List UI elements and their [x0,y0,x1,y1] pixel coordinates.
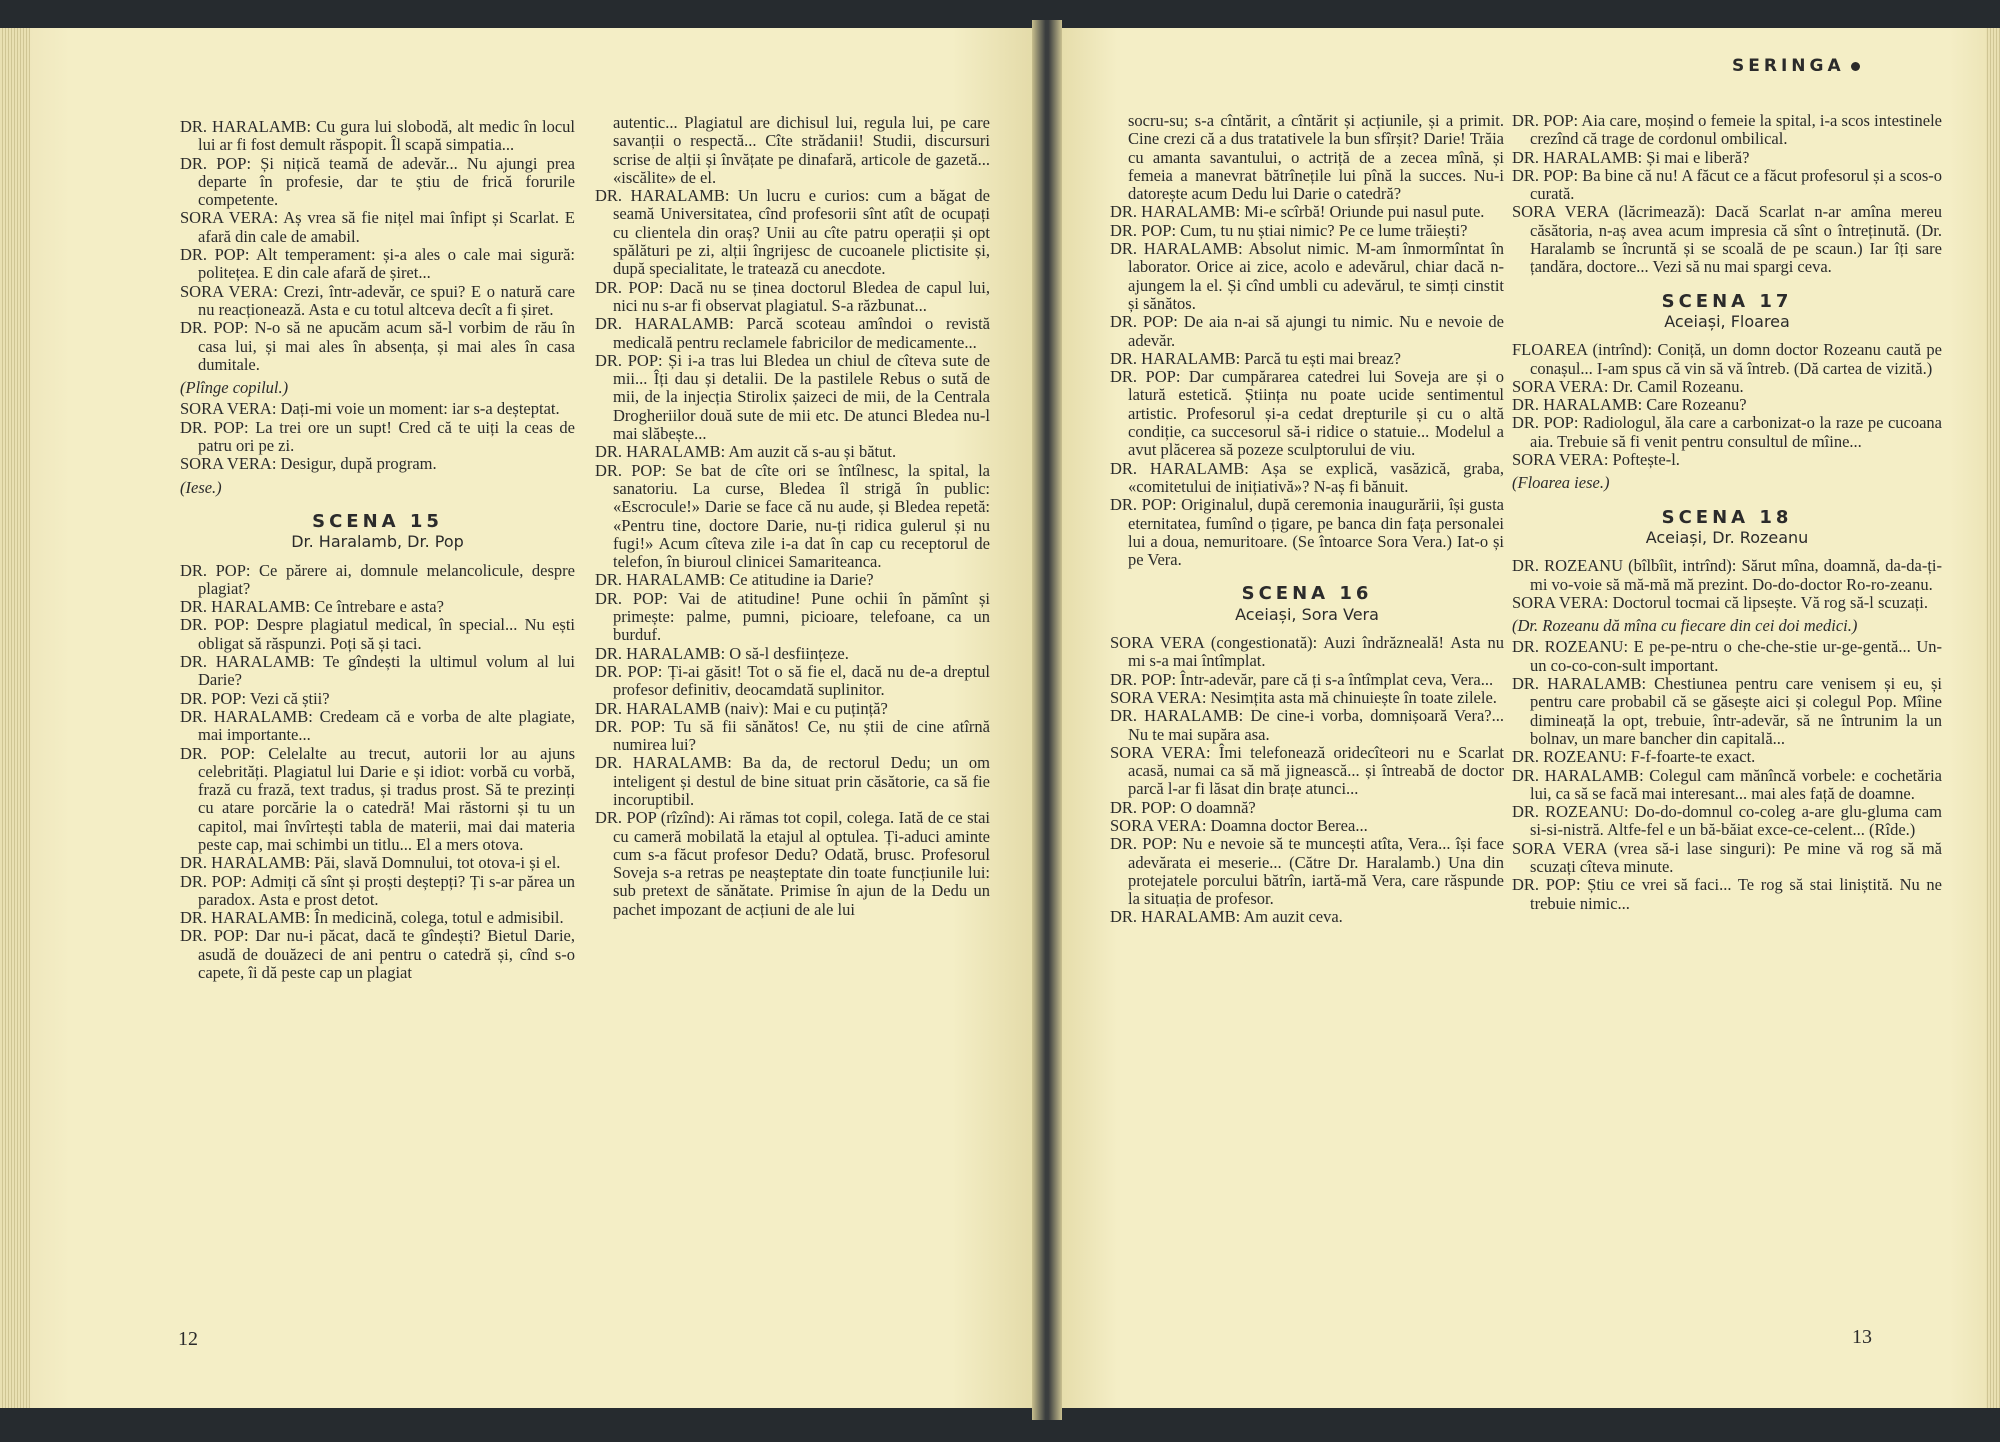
dialogue-line: DR. HARALAMB: Colegul cam mănîncă vorbele: e cochetăria lui, ca să se facă mai interesant... mai ales față de doamne. [1512,765,1942,803]
dialogue-line: DR. HARALAMB (naiv): Mai e cu puțință? [595,698,888,718]
stage-direction: (Plînge copilul.) [180,378,289,398]
scene-heading: SCENA 17 [1661,290,1793,312]
dialogue-line: SORA VERA (vrea să-i lase singuri): Pe mine vă rog să mă scuzați cîteva minute. [1512,838,1942,876]
dialogue-line: DR. HARALAMB: Și mai e liberă? [1512,147,1750,167]
dialogue-line: DR. HARALAMB: Care Rozeanu? [1512,395,1747,415]
dialogue-line: DR. HARALAMB: Am auzit că s-au și bătut. [595,442,897,462]
dialogue-line: DR. HARALAMB: Absolut nimic. M-am înmormîntat în laborator. Orice ai zice, acolo e adevărul, chiar dacă n-ajungem la el. Și cînd umbli cu adevărul, te simți cinstit și sănătos. [1110,239,1504,313]
dialogue-line: DR. HARALAMB: Ba da, de rectorul Dedu; un om inteligent și destul de bine situat prin căsătorie, ca să fie incoruptibil. [595,753,990,809]
dialogue-line: DR. HARALAMB: Păi, slavă Domnului, tot otova-i și el. [180,853,561,873]
running-head [1732,56,1860,76]
dialogue-line: DR. POP: Știu ce vrei să faci... Te rog să stai liniștită. Nu ne trebuie nimic... [1512,875,1942,913]
dialogue-line: DR. HARALAMB: Așa se explică, vasăzică, graba, «comitetului de inițiativă»? N-aș fi bănuit. [1110,458,1504,496]
dialogue-line: DR. HARALAMB: Un lucru e curios: cum a băgat de seamă Universitatea, cînd profesorii sînt atît de ocupați cu clientela din oraș? Unii au cîte patru operații și opt spălături pe zi, alții îngrijesc de cucoanele plictisite și, după specialitate, le tratează cu anecdote. [595,186,990,279]
dialogue-line: FLOAREA (intrînd): Coniță, un domn doctor Rozeanu caută pe conașul... I-am spus că vin să vă întreb. (Dă cartea de vizită.) [1512,340,1942,378]
dialogue-line: DR. POP: Tu să fii sănătos! Ce, nu știi de cine atîrnă numirea lui? [595,716,990,755]
left-page-column-1 [180,118,575,982]
scene-cast: Aceiași, Sora Vera [1235,604,1379,624]
dialogue-line: SORA VERA: Doamna doctor Berea... [1110,815,1368,835]
bullet-icon [1851,62,1860,71]
dialogue-line: SORA VERA: Desigur, după program. [180,454,437,474]
scene-cast: Dr. Haralamb, Dr. Pop [291,532,464,552]
dialogue-line: DR. POP: O doamnă? [1110,797,1256,817]
dialogue-line: DR. HARALAMB: Chestiunea pentru care venisem și eu, și pentru care probabil că se găsește aici și colegul Pop. Mîine dimineață la opt, trebuie, într-adevăr, să ne întrunim la un bolnav, un mare bancher din capitală... [1512,674,1942,748]
dialogue-line: DR. HARALAMB: Ce întrebare e asta? [180,597,444,617]
right-page-column-2 [1512,112,1942,913]
left-page [30,28,1032,1408]
dialogue-line: DR. HARALAMB: În medicină, colega, totul e admisibil. [180,908,564,928]
right-page [1062,28,1986,1408]
stage-direction: (Dr. Rozeanu dă mîna cu fiecare din cei doi medici.) [1512,616,1858,636]
dialogue-line: DR. POP: Aia care, moșind o femeie la spital, i-a scos intestinele crezînd că trage de cordonul ombilical. [1512,111,1942,149]
dialogue-line: DR. POP: Alt temperament: și-a ales o cale mai sigură: politețea. E din cale afară de șiret... [180,245,575,283]
scene-cast: Aceiași, Dr. Rozeanu [1645,527,1809,547]
dialogue-line: DR. HARALAMB: Cu gura lui slobodă, alt medic în locul lui ar fi fost demult răspopit. Îl scapă simpatia... [180,117,575,155]
dialogue-line: SORA VERA: Doctorul tocmai că lipsește. Vă rog să-l scuzați. [1512,592,1928,612]
dialogue-line: DR. POP: Originalul, după ceremonia inaugurării, își gusta eternitatea, fumînd o țigare, pe banca din fața personalei lui a doua, nemuritoare. (Se întoarce Sora Vera.) Iat-o și pe Vera. [1110,495,1504,570]
dialogue-line: DR. HARALAMB: Mi-e scîrbă! Oriunde pui nasul pute. [1110,202,1485,222]
dialogue-line: DR. POP: Se bat de cîte ori se întîlnesc, la spital, la sanatoriu. La curse, Bledea îl strigă în public: «Escrocule!» Darie se face că nu aude, și Bledea repetă: «Pentru tine, doctore Darie, nu-ți ridica gulerul și nu fugi!» Acum cîteva zile i-a dat în cap cu receptorul de telefon, în biuroul clinicei Samariteanca. [595,460,990,572]
dialogue-line: DR. POP: Dacă nu se ținea doctorul Bledea de capul lui, nici nu s-ar fi observat plagiatul. S-a răzbunat... [595,277,990,315]
dialogue-line: DR. HARALAMB: Te gîndești la ultimul volum al lui Darie? [180,652,575,690]
scene-cast: Aceiași, Floarea [1664,311,1790,331]
dialogue-line: DR. POP: Vezi că știi? [180,688,330,708]
stage-direction: (Floarea iese.) [1512,473,1610,493]
dialogue-line: DR. POP: Dar cumpărarea catedrei lui Soveja are și o latură estetică. Știința nu poate ucide sentimentul artistic. Profesorul și-a cedat drepturile și cu o altă condiție, ca succesorul să-i ridice o statuie... Modelul a avut plăcerea să pozeze sculptorului de viu. [1110,367,1504,460]
dialogue-line: SORA VERA (congestionată): Auzi îndrăzneală! Asta nu mi s-a mai întîmplat. [1110,633,1504,671]
dialogue-line: DR. POP: Și nițică teamă de adevăr... Nu ajungi prea departe în profesie, dar te știu de frică forurile competente. [180,153,575,210]
left-page-column-2 [595,114,990,919]
dialogue-line: SORA VERA: Crezi, într-adevăr, ce spui? E o natură care nu reacționează. Asta e cu totul altceva decît a fi șiret. [180,281,575,319]
dialogue-line: DR. POP: Celelalte au trecut, autorii lor au ajuns celebrități. Plagiatul lui Darie e și idiot: vorbă cu vorbă, frază cu frază, text tradus, și tradus prost. Să te prezinți cu atare porcărie la o catedră! Mai răstorni și tu un capitol, mai învîrtești tabla de materii, mai dai materia peste cap, mai schimbi un titlu... El a mers otova. [180,743,575,854]
dialogue-line: DR. POP: Ți-ai găsit! Tot o să fie el, dacă nu de-a dreptul profesor definitiv, deocamdată suplinitor. [595,661,990,700]
dialogue-line: SORA VERA: Dați-mi voie un moment: iar s-a deșteptat. [180,399,560,419]
continued-paragraph: socru-su; s-a cîntărit, a cîntărit și acțiunile, și a primit. Cine crezi că a dus tratativele la bun sfîrșit? Darie! Trăia cu amanta savantului, o actriță de a zecea mînă, și femeia a manevrat bătrînețile lui pînă la succes. Nu-i datorește acum Dedu lui Darie o catedră? [1128,111,1504,204]
dialogue-line: DR. POP: Admiți că sînt și proști deștepți? Ți s-ar părea un paradox. Asta e prost detot. [180,871,575,909]
dialogue-line: DR. HARALAMB: Parcă scoteau amîndoi o revistă medicală pentru reclamele fabricilor de medicamente... [595,314,990,352]
dialogue-line: DR. ROZEANU: E pe-pe-ntru o che-che-stie ur-ge-gentă... Un-un co-co-con-sult important. [1512,637,1942,675]
dialogue-line: DR. POP: N-o să ne apucăm acum să-l vorbim de rău în casa lui, și mai ales în absența, și mai ales în casa dumitale. [180,318,575,374]
dialogue-line: DR. HARALAMB: Ce atitudine ia Darie? [595,570,874,590]
dialogue-line: DR. HARALAMB: Parcă tu ești mai breaz? [1110,348,1401,368]
dialogue-line: DR. POP: Ba bine că nu! A făcut ce a făcut profesorul și a scos-o curată. [1512,165,1942,204]
stage-direction: (Iese.) [180,477,222,497]
scene-heading: SCENA 18 [1661,506,1793,528]
dialogue-line: SORA VERA: Îmi telefonează oridecîteori nu e Scarlat acasă, numai ca să mă jignească... și întreabă de doctor parcă l-ar fi lăsat din brațe atunci... [1110,742,1504,799]
dialogue-line: DR. HARALAMB: Am auzit ceva. [1110,907,1343,927]
continued-paragraph: autentic... Plagiatul are dichisul lui, regula lui, pe care savanții o respectă... Cîte strădanii! Studii, discursuri scrise de alții și învățate pe dinafară, articole de gazetă... «iscălite» de el. [613,113,990,187]
dialogue-line: DR. HARALAMB: Credeam că e vorba de alte plagiate, mai importante... [180,706,575,745]
dialogue-line: DR. POP: Și i-a tras lui Bledea un chiul de cîteva sute de mii... Îți dau și detalii. De la pastilele Rebus o sută de mii, de la injecția Stirolix șaizeci de mii, de la Centrala Drogheriilor două sute de mii etc. De atunci Bledea nu-l mai slăbește... [595,350,990,444]
right-page-column-1 [1110,112,1504,927]
dialogue-line: DR. ROZEANU: Do-do-domnul co-coleg a-are glu-gluma cam si-si-nistră. Altfe-fel e un bă-băiat exce-ce-celent... (Rîde.) [1512,802,1942,840]
page-number-right: 13 [1852,1326,1872,1348]
page-edges-left [0,28,34,1408]
dialogue-line: SORA VERA (lăcrimează): Dacă Scarlat n-ar amîna mereu căsătoria, n-aș avea acum impresia că sînt o întreținută. (Dr. Haralamb se încruntă și se scoală de pe scaun.) Iar îți sare țandăra, doctore... Vezi să nu mai spargi ceva. [1512,202,1942,277]
page-number-left: 12 [178,1328,198,1350]
dialogue-line: DR. POP: Ce părere ai, domnule melancolicule, despre plagiat? [180,560,575,598]
book-cover-bottom [0,1405,2000,1442]
dialogue-line: DR. POP: Nu e nevoie să te muncești atîta, Vera... își face adevărata ei meserie... (Către Dr. Haralamb.) Una din protejatele porcului bătrîn, iartă-mă Vera, care răspunde la situația de profesor. [1110,834,1504,909]
dialogue-line: DR. POP: De aia n-ai să ajungi tu nimic. Nu e nevoie de adevăr. [1110,312,1504,350]
running-head-title: SERINGA [1732,56,1845,76]
dialogue-line: DR. POP (rîzînd): Ai rămas tot copil, colega. Iată de ce stai cu cameră mobilată la etajul al optulea. Ți-aduci aminte cum s-a făcut profesor Dedu? Odată, brusc. Profesorul Soveja s-a retras pe neașteptate din toate funcțiunile lui: sub pretext de sănătate. Primise în ajun de la Dedu un pachet impozant de acțiuni de ale lui [595,808,990,919]
dialogue-line: DR. POP: Dar nu-i păcat, dacă te gîndești? Bietul Darie, asudă de douăzeci de ani pentru o catedră și, cînd s-o capete, îi dă peste cap un plagiat [180,926,575,983]
dialogue-line: DR. POP: Despre plagiatul medical, în special... Nu ești obligat să răspunzi. Poți să și taci. [180,615,575,653]
book-gutter [1032,20,1062,1420]
dialogue-line: DR. HARALAMB: O să-l desființeze. [595,643,849,663]
scene-heading: SCENA 16 [1241,583,1373,605]
dialogue-line: DR. ROZEANU: F-f-foarte-te exact. [1512,747,1756,767]
dialogue-line: SORA VERA: Nesimțita asta mă chinuiește în toate zilele. [1110,687,1497,707]
dialogue-line: DR. POP: La trei ore un supt! Cred că te uiți la ceas de patru ori pe zi. [180,417,575,456]
dialogue-line: SORA VERA: Poftește-l. [1512,450,1680,470]
dialogue-line: SORA VERA: Dr. Camil Rozeanu. [1512,376,1744,396]
dialogue-line: DR. HARALAMB: De cine-i vorba, domnișoară Vera?... Nu te mai supăra asa. [1110,706,1504,744]
dialogue-line: DR. POP: Cum, tu nu știai nimic? Pe ce lume trăiești? [1110,220,1468,240]
dialogue-line: SORA VERA: Aș vrea să fie nițel mai înfipt și Scarlat. E afară din cale de amabil. [180,208,575,246]
dialogue-line: DR. POP: Într-adevăr, pare că ți s-a întîmplat ceva, Vera... [1110,669,1494,689]
dialogue-line: DR. POP: Vai de atitudine! Pune ochii în pămînt și primește: palme, pumni, picioare, telefoane, ca un burduf. [595,588,990,645]
dialogue-line: DR. ROZEANU (bîlbîit, intrînd): Sărut mîna, doamnă, da-da-ți-mi vo-voie să mă-mă mă prezint. Do-do-doctor Ro-ro-zeanu. [1512,556,1942,594]
scene-heading: SCENA 15 [312,510,443,532]
dialogue-line: DR. POP: Radiologul, ăla care a carbonizat-o la raze pe cucoana aia. Trebuie să fi venit pentru consultul de mîine... [1512,413,1942,451]
